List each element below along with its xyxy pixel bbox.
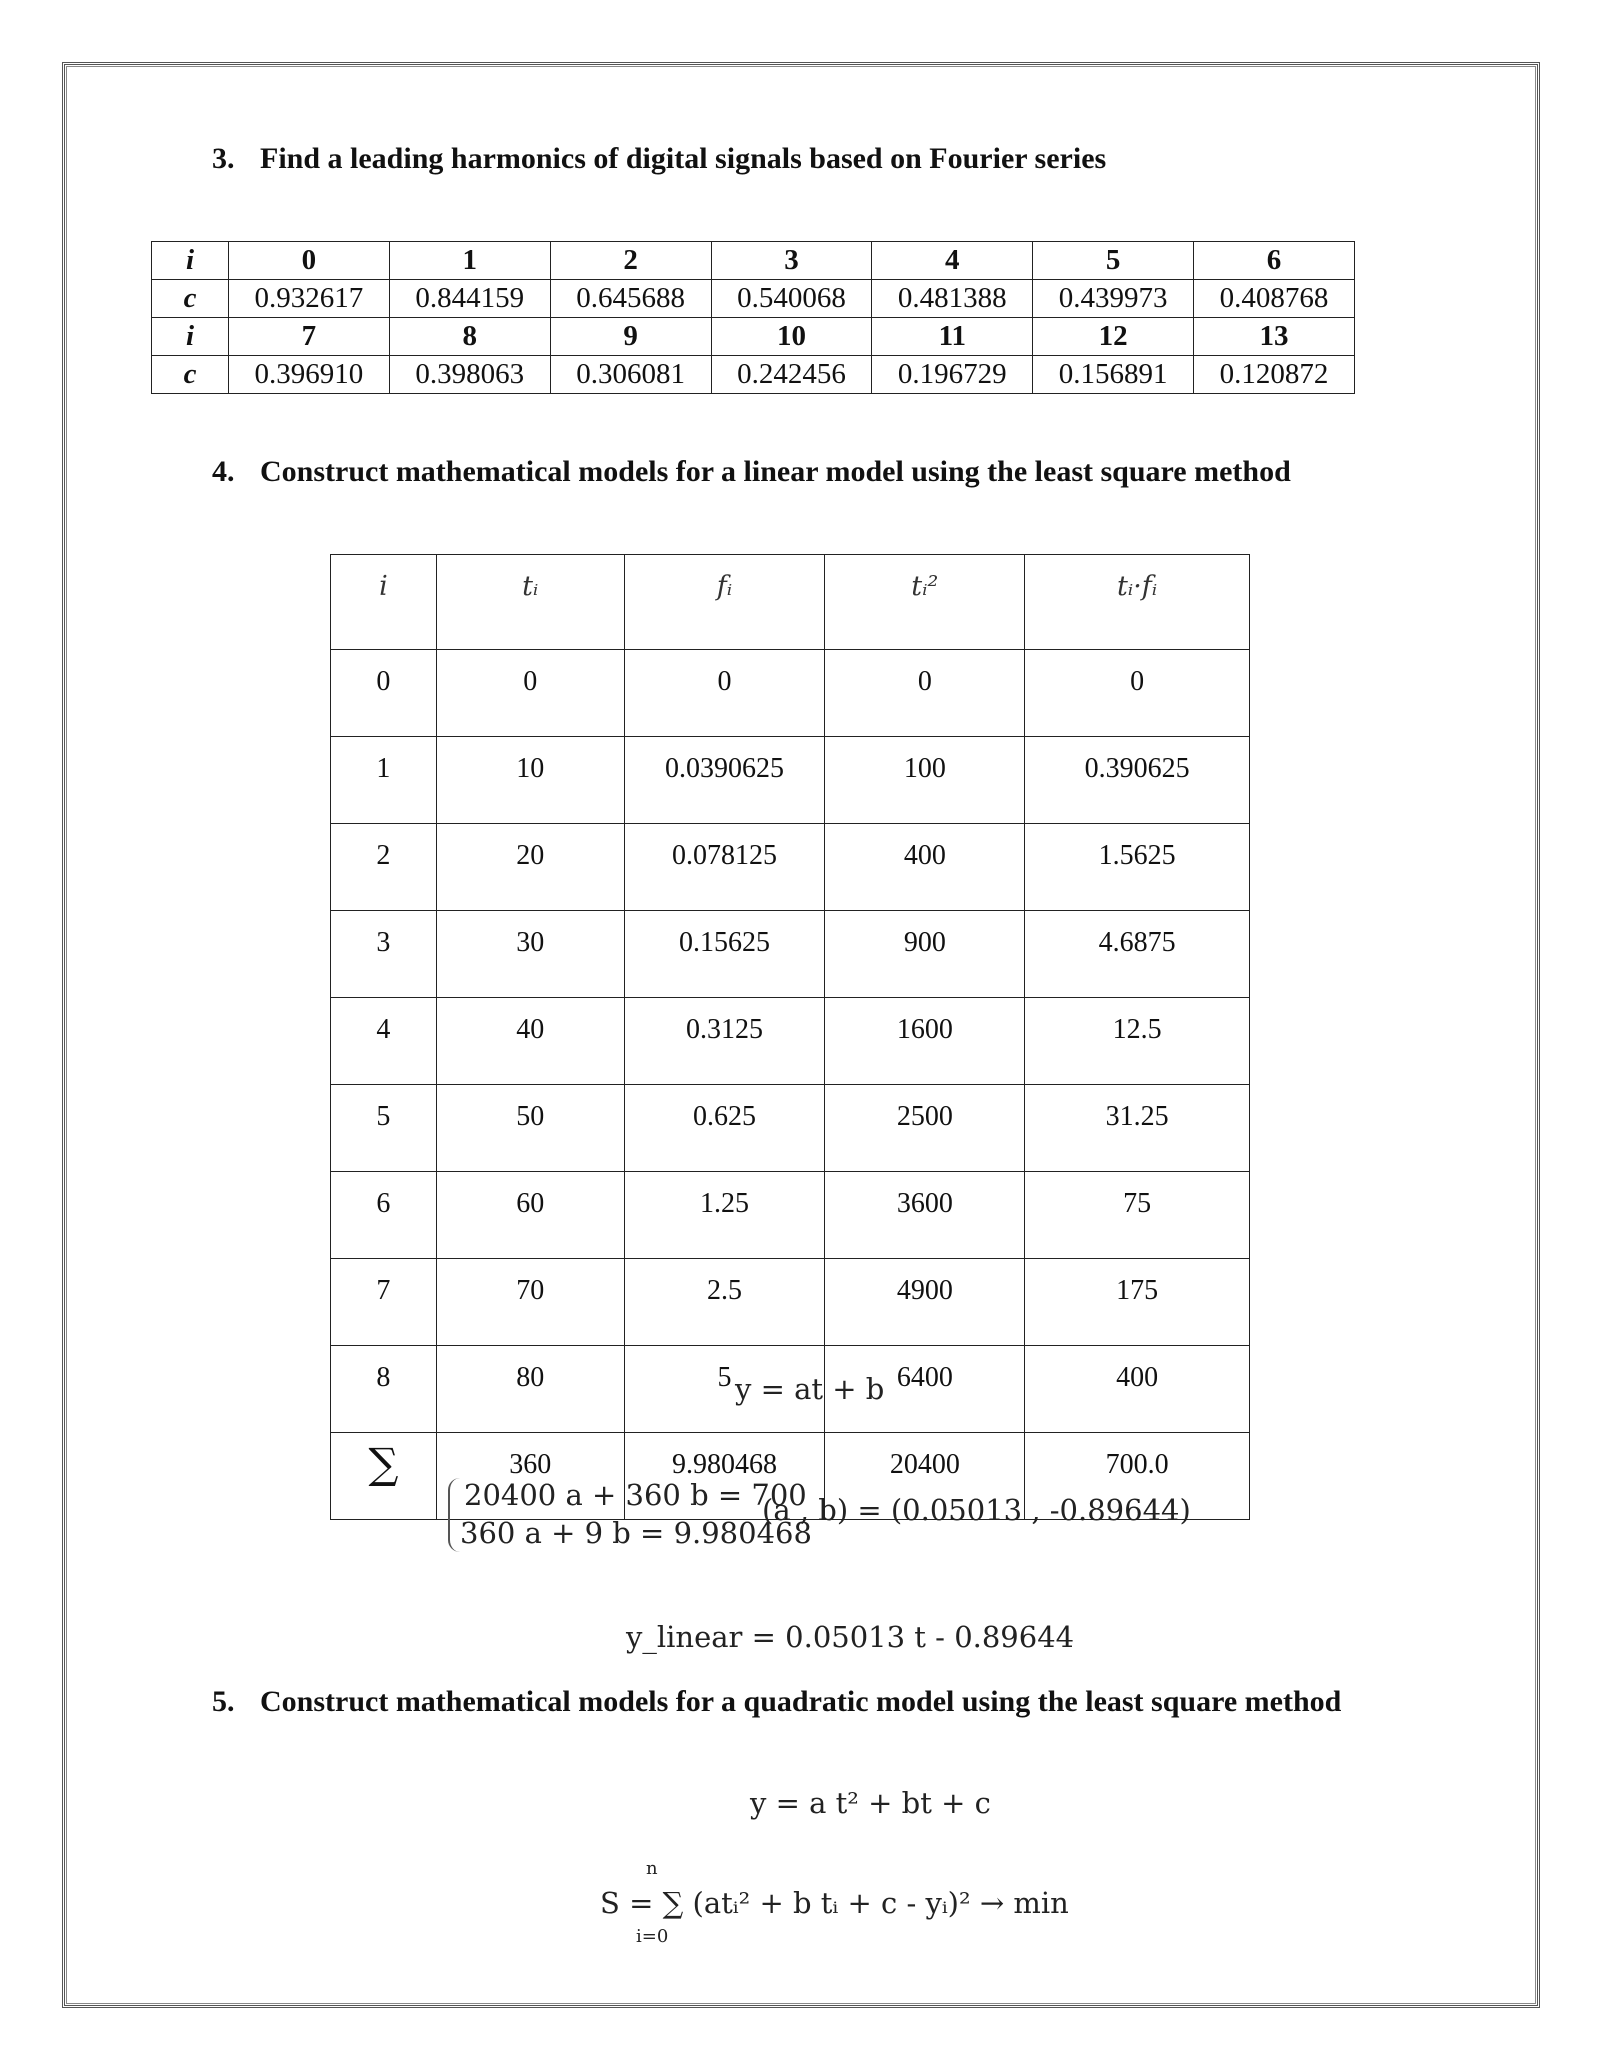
table-cell: 75 [1025,1172,1250,1259]
coef-cell: 0.540068 [711,280,872,318]
table-cell: 7 [331,1259,437,1346]
table-row [331,1259,1250,1346]
section-4-heading [212,455,1291,489]
coef-cell: 0.196729 [872,356,1033,394]
table-cell: 5 [331,1085,437,1172]
table-cell: 1.5625 [1025,824,1250,911]
sum-upper-limit: n [646,1858,658,1879]
coef-cell: 0.156891 [1033,356,1194,394]
harmonics-index-row-1 [152,242,1355,280]
sigma-symbol: ∑ [331,1433,437,1520]
table-cell: 400 [1025,1346,1250,1433]
table-cell: 0 [1025,650,1250,737]
equation-2: 360 a + 9 b = 9.980468 [460,1516,812,1550]
table-row [331,1085,1250,1172]
sum-lower-limit: i=0 [636,1926,669,1947]
table-row [331,998,1250,1085]
table-cell: 1600 [825,998,1025,1085]
table-cell: 0.3125 [624,998,825,1085]
table-cell: 30 [436,911,624,998]
table-row [331,824,1250,911]
section-5-number: 5. [212,1685,235,1718]
table-cell: 4.6875 [1025,911,1250,998]
section-5-title: Construct mathematical models for a quadratic model using the least square method [260,1685,1342,1718]
linear-result: y_linear = 0.05013 t - 0.89644 [626,1620,1075,1654]
index-cell: 0 [229,242,390,280]
table-cell: 6 [331,1172,437,1259]
table-cell: 12.5 [1025,998,1250,1085]
section-5-heading [212,1685,1341,1719]
coef-cell: 0.408768 [1194,280,1355,318]
table-row [331,911,1250,998]
section-3-number: 3. [212,142,235,175]
table-cell: 0.0390625 [624,737,825,824]
row-label-c: c [152,280,229,318]
table-cell: 4 [331,998,437,1085]
coef-cell: 0.306081 [550,356,711,394]
table-cell: 0 [825,650,1025,737]
table-cell: 8 [331,1346,437,1433]
coef-cell: 0.844159 [389,280,550,318]
harmonics-index-row-2 [152,318,1355,356]
table-cell: 100 [825,737,1025,824]
table-cell: 6400 [825,1346,1025,1433]
table-cell: 0.078125 [624,824,825,911]
harmonics-coef-row-1 [152,280,1355,318]
table-cell: 3600 [825,1172,1025,1259]
header-t-times-f: tᵢ·fᵢ [1025,555,1250,650]
equation-1: 20400 a + 360 b = 700 [464,1478,807,1512]
index-cell: 12 [1033,318,1194,356]
coef-cell: 0.398063 [389,356,550,394]
header-i: i [331,555,437,650]
table-cell: 175 [1025,1259,1250,1346]
table-cell: 400 [825,824,1025,911]
table-cell: 0.15625 [624,911,825,998]
index-cell: 3 [711,242,872,280]
table-cell: 4900 [825,1259,1025,1346]
sum-cell: 360 [436,1433,624,1520]
table-cell: 3 [331,911,437,998]
table-cell: 0 [331,650,437,737]
section-4-title: Construct mathematical models for a linear model using the least square method [260,455,1291,488]
linear-model-formula: y = at + b [735,1372,885,1406]
coef-cell: 0.439973 [1033,280,1194,318]
table-cell: 5 [624,1346,825,1433]
table-cell: 2500 [825,1085,1025,1172]
section-4-number: 4. [212,455,235,488]
coef-cell: 0.242456 [711,356,872,394]
table-cell: 0 [624,650,825,737]
index-cell: 13 [1194,318,1355,356]
table-row [331,650,1250,737]
section-3-heading [212,142,1106,176]
index-cell: 8 [389,318,550,356]
solution: (a , b) = (0.05013 , -0.89644) [762,1493,1191,1527]
coef-cell: 0.120872 [1194,356,1355,394]
table-cell: 1.25 [624,1172,825,1259]
sum-cell: 700.0 [1025,1433,1250,1520]
coef-cell: 0.481388 [872,280,1033,318]
table-cell: 10 [436,737,624,824]
coef-cell: 0.645688 [550,280,711,318]
table-cell: 0 [436,650,624,737]
harmonics-coef-row-2 [152,356,1355,394]
table-row [331,1172,1250,1259]
quadratic-model-formula: y = a t² + bt + c [750,1786,991,1820]
table-body [331,650,1250,1433]
header-f: fᵢ [624,555,825,650]
table-cell: 0.625 [624,1085,825,1172]
row-label-i: i [152,318,229,356]
table-cell: 31.25 [1025,1085,1250,1172]
table-cell: 900 [825,911,1025,998]
index-cell: 2 [550,242,711,280]
index-cell: 6 [1194,242,1355,280]
table-cell: 0.390625 [1025,737,1250,824]
section-3-title: Find a leading harmonics of digital signals based on Fourier series [260,142,1107,175]
sum-cell: 20400 [825,1433,1025,1520]
index-cell: 1 [389,242,550,280]
index-cell: 7 [229,318,390,356]
coef-cell: 0.932617 [229,280,390,318]
row-label-i: i [152,242,229,280]
table-cell: 50 [436,1085,624,1172]
sum-cell: 9.980468 [624,1433,825,1520]
table-cell: 2 [331,824,437,911]
table-cell: 40 [436,998,624,1085]
coef-cell: 0.396910 [229,356,390,394]
header-t: tᵢ [436,555,624,650]
index-cell: 11 [872,318,1033,356]
table-cell: 2.5 [624,1259,825,1346]
table-cell: 70 [436,1259,624,1346]
header-t-squared: tᵢ² [825,555,1025,650]
index-cell: 9 [550,318,711,356]
table-row [331,737,1250,824]
index-cell: 4 [872,242,1033,280]
table-header-row [331,555,1250,650]
row-label-c: c [152,356,229,394]
harmonics-table [151,241,1355,394]
table-cell: 20 [436,824,624,911]
table-cell: 60 [436,1172,624,1259]
table-cell: 80 [436,1346,624,1433]
objective-function: S = ∑ (atᵢ² + b tᵢ + c - yᵢ)² → min [600,1886,1069,1920]
index-cell: 10 [711,318,872,356]
table-cell: 1 [331,737,437,824]
index-cell: 5 [1033,242,1194,280]
